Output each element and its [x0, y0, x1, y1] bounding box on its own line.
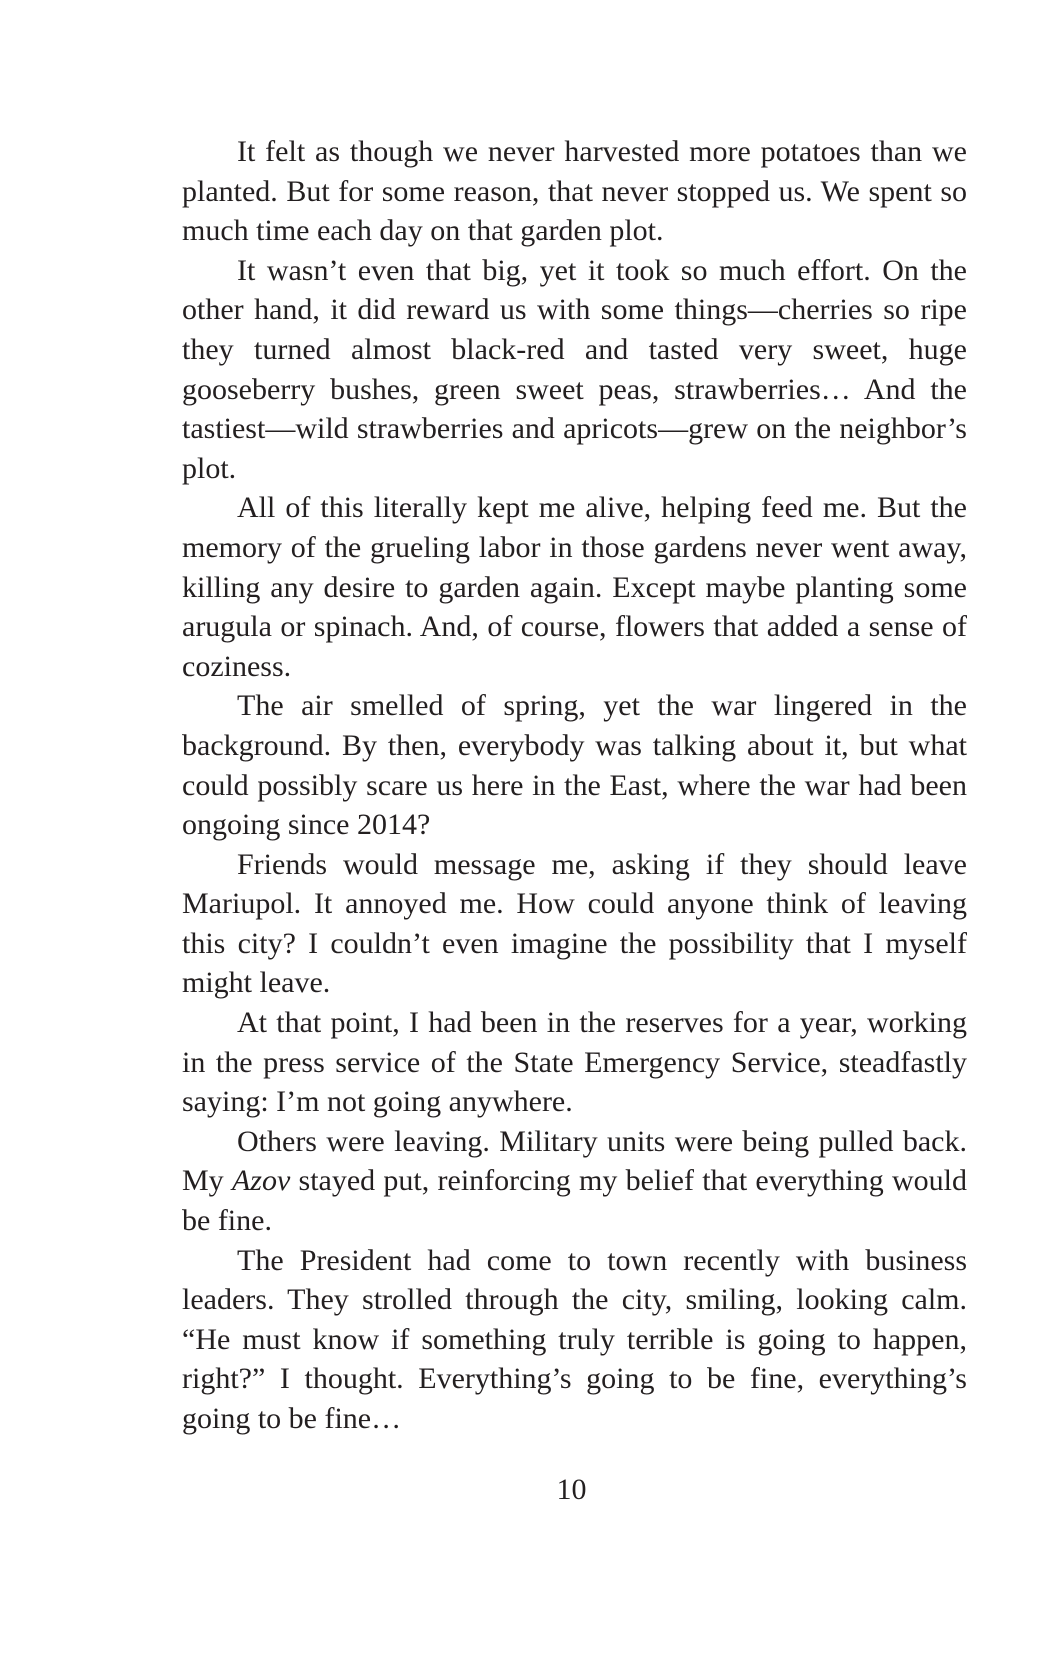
paragraph-5: Friends would message me, asking if they should leave Mariupol. It annoyed me. How could anyone think of leaving this city? I couldn’t even imagine the possibility that I myself might leave. — [182, 847, 967, 1000]
paragraph-7 — [182, 1122, 967, 1241]
body-text — [182, 132, 967, 1439]
paragraph-4: The air smelled of spring, yet the war lingered in the background. By then, everybody was talking about it, but what could possibly scare us here in the East, where the war had been ongoing since 2014? — [182, 689, 967, 842]
paragraph-7-text-before: Others were leaving. Military units were being pulled back. My — [182, 1124, 967, 1198]
paragraph-2: It wasn’t even that big, yet it took so much effort. On the other hand, it did reward us with some things—cherries so ripe they turned almost black-red and tasted very sweet, huge gooseberry bushes, green sweet peas, strawberries… And the tastiest—wild strawberries and apricots—grew on the neighbor’s plot. — [182, 253, 967, 485]
paragraph-6: At that point, I had been in the reserves for a year, working in the press service of the State Emergency Service, steadfastly saying: I’m not going anywhere. — [182, 1006, 967, 1119]
paragraph-8: The President had come to town recently with business leaders. They strolled through the city, smiling, looking calm. “He must know if something truly terrible is going to happen, right?” I thought. Everything’s going to be fine, everything’s going to be fine… — [182, 1243, 967, 1435]
paragraph-7-italic-azov: Azov — [231, 1164, 291, 1198]
paragraph-3: All of this literally kept me alive, helping feed me. But the memory of the grueling labor in those gardens never went away, killing any desire to garden again. Except maybe planting some arugula or spinach. And, of course, flowers that added a sense of coziness. — [182, 491, 967, 683]
paragraph-1: It felt as though we never harvested more potatoes than we planted. But for some reason, that never stopped us. We spent so much time each day on that garden plot. — [182, 135, 967, 248]
paragraph-7-text-after: stayed put, reinforcing my belief that everything would be fine. — [182, 1164, 967, 1238]
page-number: 10 — [556, 1473, 587, 1506]
